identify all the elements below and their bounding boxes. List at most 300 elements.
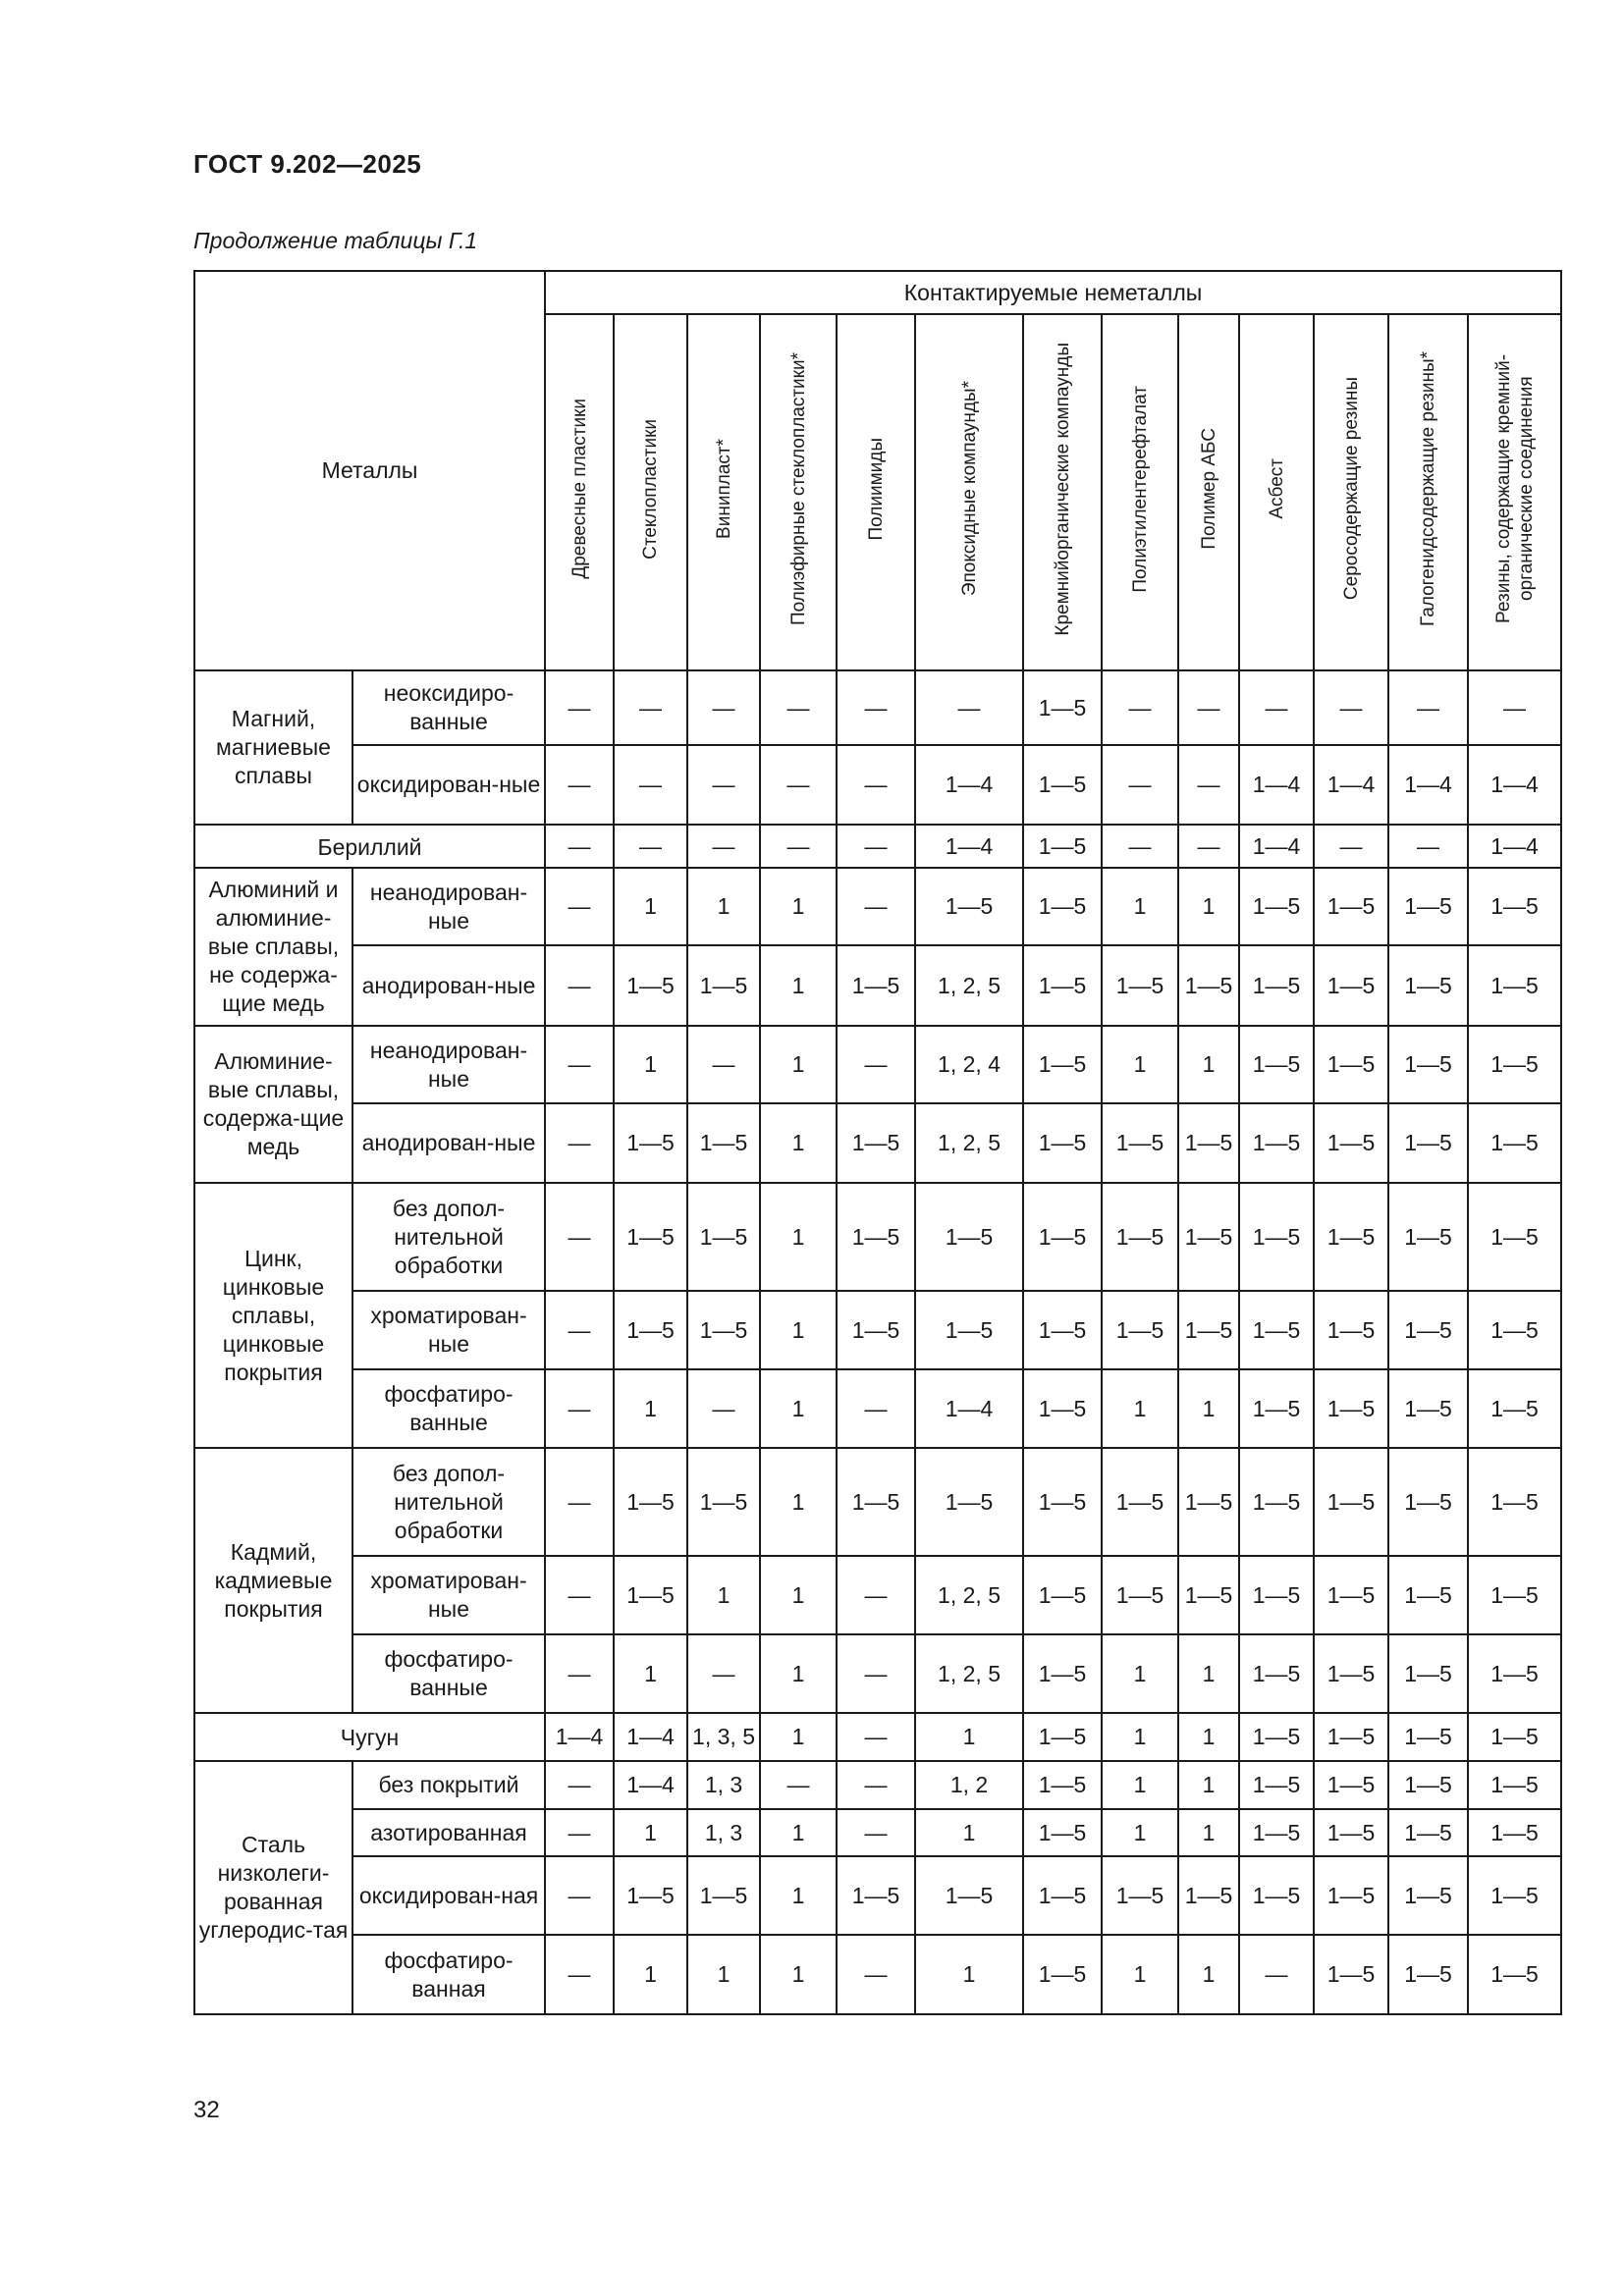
table-cell: — [687, 745, 760, 825]
table-cell: — [837, 1369, 915, 1448]
metal-name: Сталь низколеги-рованная углеродис-тая [194, 1761, 352, 2014]
table-cell: — [837, 825, 915, 868]
table-cell: — [1178, 745, 1239, 825]
compatibility-table [193, 270, 1562, 2015]
table-cell: 1—5 [1314, 1935, 1388, 2014]
table-cell: 1—5 [1468, 1856, 1561, 1935]
column-header-label: Эпоксидные компаунды* [958, 381, 980, 597]
treatment-label: без допол-нительной обработки [352, 1183, 545, 1291]
table-cell: 1 [1102, 1026, 1178, 1103]
table-cell: — [545, 1856, 614, 1935]
table-cell: 1 [1178, 1761, 1239, 1809]
column-header [1102, 314, 1178, 670]
table-cell: 1, 2, 5 [915, 1103, 1023, 1183]
metal-name: Алюминий и алюминие-вые сплавы, не содержа-щие медь [194, 868, 352, 1026]
table-cell: 1—5 [1023, 1103, 1102, 1183]
table-row [194, 1448, 1561, 1556]
table-cell: 1 [915, 1935, 1023, 2014]
treatment-label: неоксидиро-ванные [352, 670, 545, 745]
table-cell: — [837, 868, 915, 945]
table-cell: 1—5 [1388, 1713, 1468, 1761]
table-cell: 1—5 [687, 1448, 760, 1556]
table-cell: 1—5 [687, 945, 760, 1026]
table-cell: 1 [614, 1369, 687, 1448]
table-cell: 1—5 [1388, 1448, 1468, 1556]
metal-name: Кадмий, кадмиевые покрытия [194, 1448, 352, 1713]
column-header [1023, 314, 1102, 670]
column-header [1468, 314, 1561, 670]
table-cell: 1—5 [1388, 1761, 1468, 1809]
table-cell: — [837, 1026, 915, 1103]
table-cell: 1—5 [1468, 1556, 1561, 1634]
table-cell: 1—5 [1178, 1103, 1239, 1183]
table-cell: — [1388, 670, 1468, 745]
table-cell: — [760, 670, 837, 745]
table-cell: — [837, 1935, 915, 2014]
table-row [194, 945, 1561, 1026]
table-cell: — [614, 670, 687, 745]
table-cell: 1—5 [1102, 1291, 1178, 1369]
metal-name: Магний, магниевые сплавы [194, 670, 352, 825]
table-cell: — [545, 868, 614, 945]
table-cell: — [1178, 670, 1239, 745]
table-cell: — [1388, 825, 1468, 868]
table-cell: 1 [760, 1103, 837, 1183]
table-cell: — [687, 670, 760, 745]
column-header [760, 314, 837, 670]
table-cell: 1—5 [1239, 1713, 1314, 1761]
table-cell: 1, 3 [687, 1809, 760, 1856]
table-cell: 1—5 [1023, 1183, 1102, 1291]
table-cell: 1 [760, 1856, 837, 1935]
table-cell: 1—5 [1023, 825, 1102, 868]
table-cell: 1 [1102, 1761, 1178, 1809]
table-cell: 1—5 [1468, 1183, 1561, 1291]
table-cell: 1—5 [1388, 1369, 1468, 1448]
table-cell: 1—4 [614, 1713, 687, 1761]
table-cell: — [837, 1761, 915, 1809]
column-header-label: Резины, содержащие кремний-органические соединения [1492, 353, 1537, 624]
table-cell: 1 [760, 868, 837, 945]
column-header [915, 314, 1023, 670]
table-cell: — [545, 1026, 614, 1103]
table-cell: 1—5 [1388, 1935, 1468, 2014]
table-cell: — [837, 745, 915, 825]
column-header-label: Полиимиды [865, 437, 887, 541]
treatment-label: оксидирован-ные [352, 745, 545, 825]
column-header-label: Серосодержащие резины [1340, 377, 1362, 601]
table-cell: 1 [915, 1809, 1023, 1856]
table-cell: 1—5 [1023, 1935, 1102, 2014]
column-header-label: Полиэфирные стеклопластики* [787, 351, 809, 626]
table-cell: 1—5 [614, 945, 687, 1026]
table-cell: 1—5 [1102, 1556, 1178, 1634]
table-cell: 1 [1178, 1935, 1239, 2014]
table-cell: 1—5 [614, 1448, 687, 1556]
table-cell: — [545, 745, 614, 825]
column-header [1239, 314, 1314, 670]
table-cell: 1—5 [1314, 1761, 1388, 1809]
metals-header: Металлы [194, 271, 545, 670]
table-cell: 1—5 [1388, 1183, 1468, 1291]
metal-name: Чугун [194, 1713, 545, 1761]
table-cell: 1—5 [1468, 868, 1561, 945]
table-cell: 1—5 [1239, 1809, 1314, 1856]
treatment-label: оксидирован-ная [352, 1856, 545, 1935]
table-row [194, 1103, 1561, 1183]
column-header-label: Стеклопластики [640, 418, 662, 560]
table-cell: 1—5 [614, 1291, 687, 1369]
table-cell: 1—5 [1468, 1713, 1561, 1761]
table-cell: 1 [915, 1713, 1023, 1761]
table-cell: 1—5 [1239, 1103, 1314, 1183]
table-cell: 1 [1102, 1634, 1178, 1713]
table-cell: 1 [614, 1026, 687, 1103]
table-cell: 1—4 [1468, 825, 1561, 868]
treatment-label: фосфатиро-ванные [352, 1369, 545, 1448]
table-cell: 1—5 [1023, 1761, 1102, 1809]
table-cell: 1—5 [1023, 1634, 1102, 1713]
table-cell: 1—4 [545, 1713, 614, 1761]
table-cell: 1—5 [1239, 1448, 1314, 1556]
table-cell: 1—5 [1314, 1026, 1388, 1103]
table-cell: — [1468, 670, 1561, 745]
table-cell: 1—5 [1239, 1291, 1314, 1369]
table-cell: 1 [614, 868, 687, 945]
document-header: ГОСТ 9.202—2025 [193, 149, 422, 179]
table-cell: 1—4 [1314, 745, 1388, 825]
table-cell: 1—5 [1102, 1856, 1178, 1935]
table-cell: 1—5 [1314, 1809, 1388, 1856]
table-cell: 1—5 [614, 1556, 687, 1634]
table-cell: 1 [1178, 1369, 1239, 1448]
table-cell: 1—5 [1023, 1713, 1102, 1761]
table-cell: 1—5 [1314, 1291, 1388, 1369]
table-cell: — [545, 1183, 614, 1291]
table-cell: 1—5 [1314, 945, 1388, 1026]
table-cell: 1—5 [1023, 868, 1102, 945]
table-cell: 1 [760, 945, 837, 1026]
table-cell: — [545, 1761, 614, 1809]
table-cell: 1—5 [1314, 868, 1388, 945]
table-cell: 1—5 [1178, 1556, 1239, 1634]
table-cell: — [545, 670, 614, 745]
column-header [687, 314, 760, 670]
table-row [194, 1026, 1561, 1103]
table-cell: 1 [760, 1713, 837, 1761]
column-header-label: Галогенидсодержащие резины* [1418, 351, 1439, 626]
table-cell: 1 [760, 1026, 837, 1103]
table-cell: 1—5 [1314, 1856, 1388, 1935]
metal-name: Бериллий [194, 825, 545, 868]
table-cell: 1 [1102, 1713, 1178, 1761]
table-cell: 1—5 [1102, 945, 1178, 1026]
table-cell: 1—5 [1388, 1556, 1468, 1634]
table-cell: 1—5 [915, 868, 1023, 945]
table-cell: 1—5 [915, 1183, 1023, 1291]
column-header-label: Полиэтилентерефталат [1129, 385, 1151, 593]
column-header-label: Древесные пластики [568, 399, 590, 579]
table-cell: 1—5 [1023, 1291, 1102, 1369]
table-row [194, 745, 1561, 825]
table-cell: — [1178, 825, 1239, 868]
table-row [194, 1369, 1561, 1448]
table-cell: 1—4 [1239, 825, 1314, 868]
table-cell: 1—5 [1239, 945, 1314, 1026]
table-cell: 1 [1102, 1369, 1178, 1448]
column-header [1314, 314, 1388, 670]
table-cell: 1, 2, 5 [915, 1556, 1023, 1634]
table-cell: — [760, 825, 837, 868]
table-cell: 1—5 [1468, 1761, 1561, 1809]
table-row [194, 825, 1561, 868]
table-cell: 1 [614, 1634, 687, 1713]
column-header [1388, 314, 1468, 670]
column-header-label: Полимер АБС [1198, 428, 1219, 550]
treatment-label: без покрытий [352, 1761, 545, 1809]
table-cell: — [545, 1369, 614, 1448]
table-cell: 1 [760, 1556, 837, 1634]
table-cell: 1 [1178, 1026, 1239, 1103]
table-caption: Продолжение таблицы Г.1 [193, 228, 478, 253]
table-cell: — [687, 825, 760, 868]
table-cell: 1, 3, 5 [687, 1713, 760, 1761]
column-header [1178, 314, 1239, 670]
table-cell: 1—5 [1314, 1448, 1388, 1556]
treatment-label: азотированная [352, 1809, 545, 1856]
column-header-label: Асбест [1266, 458, 1287, 519]
table-cell: 1—5 [1388, 1291, 1468, 1369]
table-cell: — [1314, 670, 1388, 745]
table-cell: 1—5 [687, 1291, 760, 1369]
table-cell: — [1314, 825, 1388, 868]
table-cell: 1—5 [1023, 945, 1102, 1026]
table-cell: 1—5 [1023, 1369, 1102, 1448]
table-cell: 1—5 [1239, 1183, 1314, 1291]
table-cell: 1—5 [1023, 745, 1102, 825]
table-row [194, 1183, 1561, 1291]
table-cell: 1—5 [687, 1856, 760, 1935]
page-number: 32 [193, 2097, 220, 2123]
table-cell: 1—5 [614, 1183, 687, 1291]
table-cell: — [545, 1291, 614, 1369]
table-cell: 1 [1178, 1634, 1239, 1713]
table-cell: 1—5 [1468, 1448, 1561, 1556]
table-cell: 1 [687, 1935, 760, 2014]
table-cell: — [837, 1713, 915, 1761]
table-cell: — [545, 1448, 614, 1556]
column-header-label: Кремнийорганические компаунды [1052, 342, 1073, 636]
table-cell: 1—5 [1314, 1556, 1388, 1634]
metal-name: Цинк, цинковые сплавы, цинковые покрытия [194, 1183, 352, 1448]
table-cell: 1 [1178, 868, 1239, 945]
metal-name: Алюминие-вые сплавы, содержа-щие медь [194, 1026, 352, 1183]
table-row [194, 1761, 1561, 1809]
table-cell: 1—5 [1388, 1809, 1468, 1856]
table-cell: 1—5 [1468, 1634, 1561, 1713]
table-cell: 1—5 [1468, 1809, 1561, 1856]
table-cell: — [1102, 745, 1178, 825]
table-cell: 1—4 [1468, 745, 1561, 825]
table-cell: 1—5 [915, 1291, 1023, 1369]
table-cell: 1—5 [1468, 1369, 1561, 1448]
table-cell: 1—5 [1314, 1634, 1388, 1713]
table-cell: — [760, 1761, 837, 1809]
table-cell: 1—5 [915, 1856, 1023, 1935]
table-cell: 1, 3 [687, 1761, 760, 1809]
table-cell: — [837, 1634, 915, 1713]
table-cell: — [545, 1103, 614, 1183]
table-cell: 1—5 [1239, 868, 1314, 945]
table-row [194, 1291, 1561, 1369]
table-cell: — [1239, 670, 1314, 745]
table-cell: — [545, 945, 614, 1026]
table-cell: 1—5 [1023, 1809, 1102, 1856]
table-cell: 1—5 [1023, 1026, 1102, 1103]
table-cell: 1 [760, 1935, 837, 2014]
table-cell: 1—5 [614, 1103, 687, 1183]
table-cell: 1, 2, 5 [915, 945, 1023, 1026]
table-cell: 1—5 [1178, 1183, 1239, 1291]
table-row [194, 1713, 1561, 1761]
table-cell: 1 [1178, 1713, 1239, 1761]
table-cell: 1—5 [1239, 1556, 1314, 1634]
table-cell: — [837, 1556, 915, 1634]
table-cell: 1—5 [1314, 1103, 1388, 1183]
table-cell: 1—5 [1102, 1183, 1178, 1291]
table-cell: 1 [760, 1448, 837, 1556]
table-cell: — [687, 1026, 760, 1103]
table-cell: — [545, 825, 614, 868]
table-cell: 1—5 [1023, 670, 1102, 745]
treatment-label: анодирован-ные [352, 1103, 545, 1183]
table-cell: 1—5 [1178, 1291, 1239, 1369]
table-cell: 1 [687, 1556, 760, 1634]
treatment-label: без допол-нительной обработки [352, 1448, 545, 1556]
table-cell: 1—4 [614, 1761, 687, 1809]
table-cell: 1—5 [1388, 1634, 1468, 1713]
table-row [194, 868, 1561, 945]
table-cell: — [614, 745, 687, 825]
table-row [194, 1809, 1561, 1856]
table-cell: 1—5 [1388, 868, 1468, 945]
table-cell: 1—5 [1178, 1448, 1239, 1556]
treatment-label: фосфатиро-ванная [352, 1935, 545, 2014]
table-cell: 1—5 [1023, 1448, 1102, 1556]
table-cell: 1 [614, 1809, 687, 1856]
table-cell: 1—5 [837, 1103, 915, 1183]
table-cell: 1—4 [915, 825, 1023, 868]
table-cell: — [545, 1809, 614, 1856]
treatment-label: хроматирован-ные [352, 1291, 545, 1369]
table-cell: 1—5 [1468, 945, 1561, 1026]
table-cell: 1—5 [915, 1448, 1023, 1556]
table-cell: 1 [1178, 1809, 1239, 1856]
table-row [194, 1935, 1561, 2014]
table-cell: 1 [614, 1935, 687, 2014]
table-cell: 1 [687, 868, 760, 945]
table-cell: — [545, 1935, 614, 2014]
table-cell: 1—4 [1239, 745, 1314, 825]
table-cell: 1—5 [687, 1103, 760, 1183]
table-cell: 1—5 [1388, 1103, 1468, 1183]
column-header [837, 314, 915, 670]
table-row [194, 1856, 1561, 1935]
table-cell: — [1102, 670, 1178, 745]
table-cell: 1—5 [1468, 1291, 1561, 1369]
table-cell: 1—4 [915, 745, 1023, 825]
column-header [545, 314, 614, 670]
table-cell: 1—5 [1102, 1448, 1178, 1556]
table-cell: — [545, 1634, 614, 1713]
table-cell: 1—5 [1023, 1556, 1102, 1634]
table-cell: 1 [1102, 868, 1178, 945]
table-cell: 1—5 [1468, 1935, 1561, 2014]
table-cell: 1 [1102, 1935, 1178, 2014]
table-cell: 1 [760, 1291, 837, 1369]
table-cell: — [760, 745, 837, 825]
table-cell: 1—5 [1239, 1856, 1314, 1935]
table-cell: 1, 2, 4 [915, 1026, 1023, 1103]
table-cell: 1—5 [837, 1291, 915, 1369]
column-header [614, 314, 687, 670]
table-cell: 1 [760, 1369, 837, 1448]
table-cell: 1 [760, 1183, 837, 1291]
table-cell: 1—5 [1468, 1026, 1561, 1103]
table-cell: 1—5 [837, 1856, 915, 1935]
table-cell: — [837, 1809, 915, 1856]
table-cell: 1 [1102, 1809, 1178, 1856]
table-cell: — [545, 1556, 614, 1634]
treatment-label: неанодирован-ные [352, 868, 545, 945]
table-cell: 1—4 [1388, 745, 1468, 825]
table-cell: 1—5 [1314, 1713, 1388, 1761]
table-cell: 1, 2 [915, 1761, 1023, 1809]
table-cell: 1—5 [1314, 1369, 1388, 1448]
table-cell: — [687, 1634, 760, 1713]
table-cell: — [1102, 825, 1178, 868]
table-cell: 1—5 [1178, 945, 1239, 1026]
table-cell: 1—5 [837, 1448, 915, 1556]
table-cell: 1—5 [1314, 1183, 1388, 1291]
table-cell: — [614, 825, 687, 868]
table-cell: 1—5 [837, 945, 915, 1026]
treatment-label: анодирован-ные [352, 945, 545, 1026]
treatment-label: неанодирован-ные [352, 1026, 545, 1103]
table-cell: 1—5 [1102, 1103, 1178, 1183]
table-cell: 1—5 [1388, 945, 1468, 1026]
table-cell: 1—5 [1468, 1103, 1561, 1183]
nonmetals-group-header: Контактируемые неметаллы [545, 271, 1561, 314]
table-row [194, 670, 1561, 745]
table-cell: 1, 2, 5 [915, 1634, 1023, 1713]
table-row [194, 1556, 1561, 1634]
treatment-label: фосфатиро-ванные [352, 1634, 545, 1713]
table-cell: — [915, 670, 1023, 745]
table-cell: 1—5 [614, 1856, 687, 1935]
table-cell: 1—5 [1239, 1369, 1314, 1448]
column-header-label: Винипласт* [713, 439, 734, 539]
treatment-label: хроматирован-ные [352, 1556, 545, 1634]
table-cell: 1 [760, 1809, 837, 1856]
table-cell: 1—4 [915, 1369, 1023, 1448]
table-cell: 1—5 [1239, 1634, 1314, 1713]
table-cell: — [1239, 1935, 1314, 2014]
table-cell: — [837, 670, 915, 745]
table-cell: 1—5 [1388, 1856, 1468, 1935]
table-cell: 1—5 [1178, 1856, 1239, 1935]
table-cell: 1—5 [687, 1183, 760, 1291]
